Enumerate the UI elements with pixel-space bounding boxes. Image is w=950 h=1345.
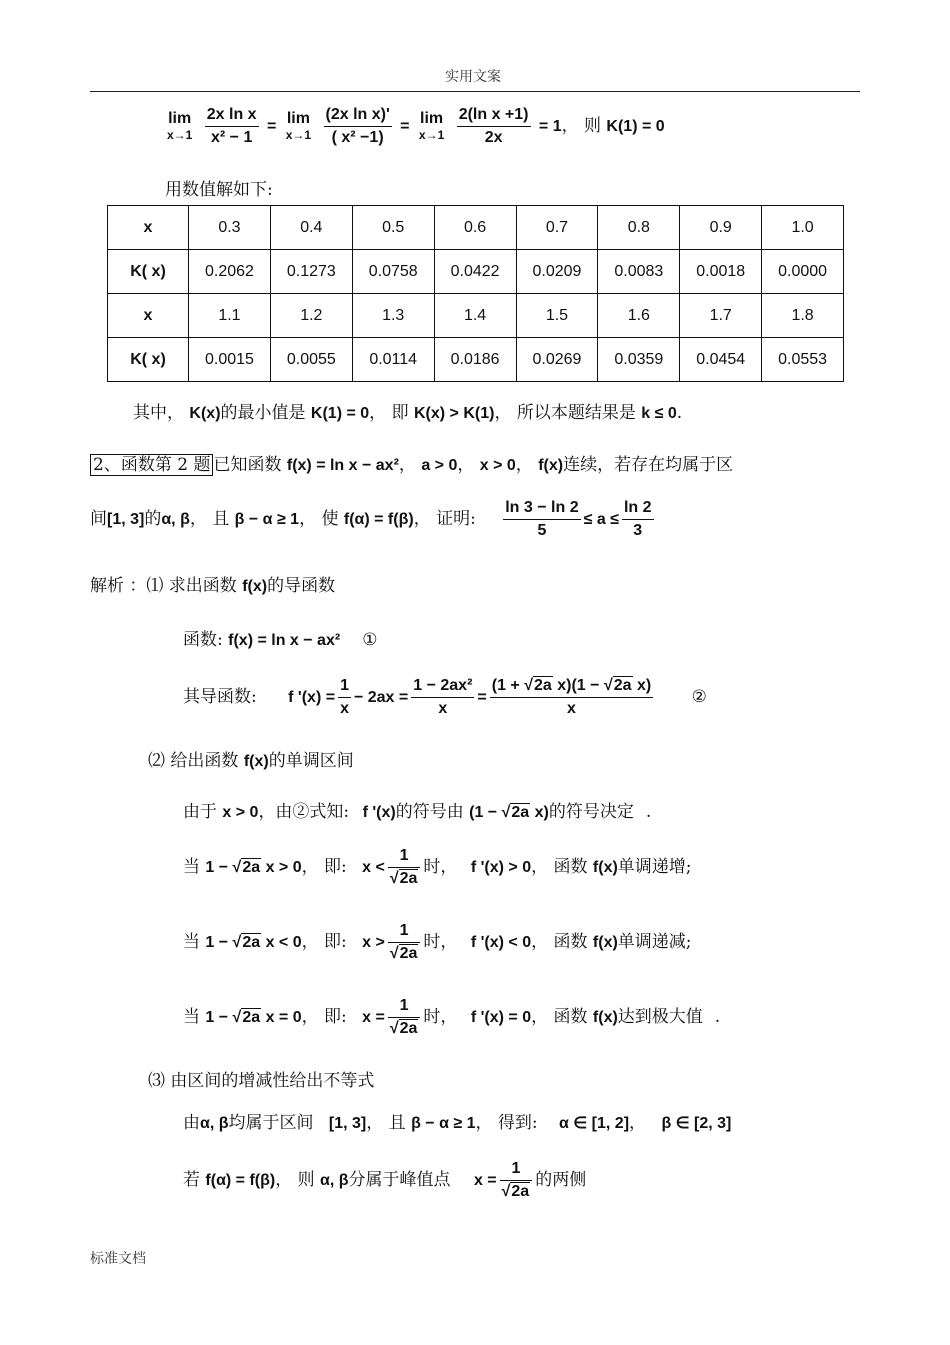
table-cell: 0.7 — [516, 206, 598, 250]
deriv-fraction-3: $\frac{\text{(1 + √2a x)(1 − √2a x)}}{x}$ — [491, 677, 652, 717]
step1-heading: 解析 ：⑴ 求出函数 f(x)的导函数 — [90, 576, 336, 596]
table-cell: 0.0758 — [352, 250, 434, 294]
page-footer: 标准文档 — [90, 1251, 146, 1267]
problem-label-box: 2、函数第 2 题 — [90, 454, 213, 476]
table-cell: 1.7 — [680, 294, 762, 338]
inequality-right-fraction: $\frac{\ln 2}{3}$ — [623, 499, 652, 539]
table-cell: 1.1 — [189, 294, 271, 338]
table-cell: 0.8 — [598, 206, 680, 250]
lim-3: lim x→1 — [418, 109, 445, 142]
range-line: 由α, β均属于区间 [1, 3]， 且 β − α ≥ 1， 得到: α ∈ [1, 2]， β ∈ [2, 3] — [183, 1113, 732, 1133]
table-cell: 0.3 — [189, 206, 271, 250]
problem2-line1: 2、函数第 2 题 已知函数 f(x) = ln x − ax²， a > 0， x > 0， f(x)连续，若存在均属于区 — [90, 450, 733, 475]
fraction-3: $\frac{\text{2(ln x +1)}}{2x}$ — [458, 106, 529, 146]
k1-value: K(1) = 0 — [606, 118, 665, 135]
table-cell: 0.0018 — [680, 250, 762, 294]
peak-fraction: $\frac{1}{√2a}$ — [500, 1158, 533, 1203]
limit-result: = 1 — [538, 118, 562, 135]
table-cell: 1.0 — [762, 206, 844, 250]
lim-1: lim x→1 — [167, 109, 193, 142]
table-row — [108, 250, 844, 294]
table-cell: 0.0083 — [598, 250, 680, 294]
inequality-left-fraction: $\frac{\ln 3 - \ln 2}{5}$ — [505, 499, 579, 539]
table-cell: 0.5 — [352, 206, 434, 250]
table-cell: 0.1273 — [270, 250, 352, 294]
since-line: 由于 x > 0，由②式知: f '(x)的符号由 (1 − √2a x)的符号决定 . — [183, 802, 652, 822]
final-line: 若 f(α) = f(β)， 则 α, β分属于峰值点 x = $\frac{1}{√2a}$ 的两侧 — [183, 1158, 586, 1203]
table-cell: 0.0114 — [352, 338, 434, 382]
table-cell: 0.0359 — [598, 338, 680, 382]
row-header: x — [108, 206, 189, 250]
crit-fraction: $\frac{1}{√2a}$ — [388, 920, 421, 965]
crit-fraction: $\frac{1}{√2a}$ — [388, 845, 421, 890]
row-header: K( x) — [108, 338, 189, 382]
limit-equation: lim x→1 $\frac{\text{2x ln x}}{\text{x² − 1}}$ = lim x→1 $\frac{\text{(2x ln x)'}}{\text{( x² −1)}}$ = lim x→1 $\frac{\text{2(ln x +1)}}{2x}$ = 1， 则 K(1) = 0 — [163, 104, 665, 149]
case-maximum: 当 1 − √2a x = 0， 即: x = $\frac{1}{√2a}$ 时， f '(x) = 0， 函数 f(x)达到极大值 . — [183, 995, 720, 1040]
table-cell: 0.2062 — [189, 250, 271, 294]
table-cell: 0.9 — [680, 206, 762, 250]
table-cell: 0.4 — [270, 206, 352, 250]
derivative-line: 其导函数: f '(x) = $\frac{1}{x}$ − 2ax = $\frac{\text{1 − 2ax²}}{x}$ = $\frac{\text{(1 + √2a x)(1 − √2a x)}}{x}$ ② — [183, 675, 707, 720]
table-row — [108, 338, 844, 382]
table-row — [108, 206, 844, 250]
table-cell: 0.0422 — [434, 250, 516, 294]
fraction-2: $\frac{\text{(2x ln x)'}}{\text{( x² −1)}}$ — [325, 106, 390, 146]
table-row — [108, 294, 844, 338]
table-cell: 0.0186 — [434, 338, 516, 382]
numeric-intro: 用数值解如下: — [165, 180, 273, 200]
table-cell: 1.4 — [434, 294, 516, 338]
deriv-fraction-1: $\frac{1}{x}$ — [340, 677, 349, 717]
table-cell: 1.6 — [598, 294, 680, 338]
table-cell: 1.3 — [352, 294, 434, 338]
step2-heading: ⑵ 给出函数 f(x)的单调区间 — [148, 751, 354, 771]
table-cell: 0.0553 — [762, 338, 844, 382]
table-cell: 1.2 — [270, 294, 352, 338]
table-cell: 0.0055 — [270, 338, 352, 382]
table-cell: 1.8 — [762, 294, 844, 338]
case-increasing: 当 1 − √2a x > 0， 即: x < $\frac{1}{√2a}$ 时， f '(x) > 0， 函数 f(x)单调递增; — [183, 845, 692, 890]
lim-2: lim x→1 — [285, 109, 312, 142]
page-header: 实用文案 — [445, 69, 501, 85]
function-line: 函数: f(x) = ln x − ax² ① — [183, 630, 378, 650]
k-values-table — [107, 205, 844, 382]
row-header: x — [108, 294, 189, 338]
conclusion-line: 其中， K(x)的最小值是 K(1) = 0， 即 K(x) > K(1)， 所以本题结果是 k ≤ 0. — [133, 403, 683, 423]
deriv-fraction-2: $\frac{\text{1 − 2ax²}}{x}$ — [413, 677, 473, 717]
case-decreasing: 当 1 − √2a x < 0， 即: x > $\frac{1}{√2a}$ 时， f '(x) < 0， 函数 f(x)单调递减; — [183, 920, 692, 965]
table-cell: 0.0209 — [516, 250, 598, 294]
header-rule — [90, 91, 860, 92]
table-cell: 0.0269 — [516, 338, 598, 382]
table-cell: 1.5 — [516, 294, 598, 338]
crit-fraction: $\frac{1}{√2a}$ — [388, 995, 421, 1040]
problem2-line2: 间[1, 3]的α, β， 且 β − α ≥ 1， 使 f(α) = f(β)， 证明: $\frac{\ln 3 - \ln 2}{5}$ ≤ a ≤ $\frac{\ln 2}{3}$ — [90, 497, 657, 542]
table-cell: 0.0454 — [680, 338, 762, 382]
table-cell: 0.6 — [434, 206, 516, 250]
step3-heading: ⑶ 由区间的增减性给出不等式 — [148, 1071, 375, 1091]
table-cell: 0.0000 — [762, 250, 844, 294]
fraction-1: $\frac{\text{2x ln x}}{\text{x² − 1}}$ — [206, 106, 257, 146]
row-header: K( x) — [108, 250, 189, 294]
table-cell: 0.0015 — [189, 338, 271, 382]
